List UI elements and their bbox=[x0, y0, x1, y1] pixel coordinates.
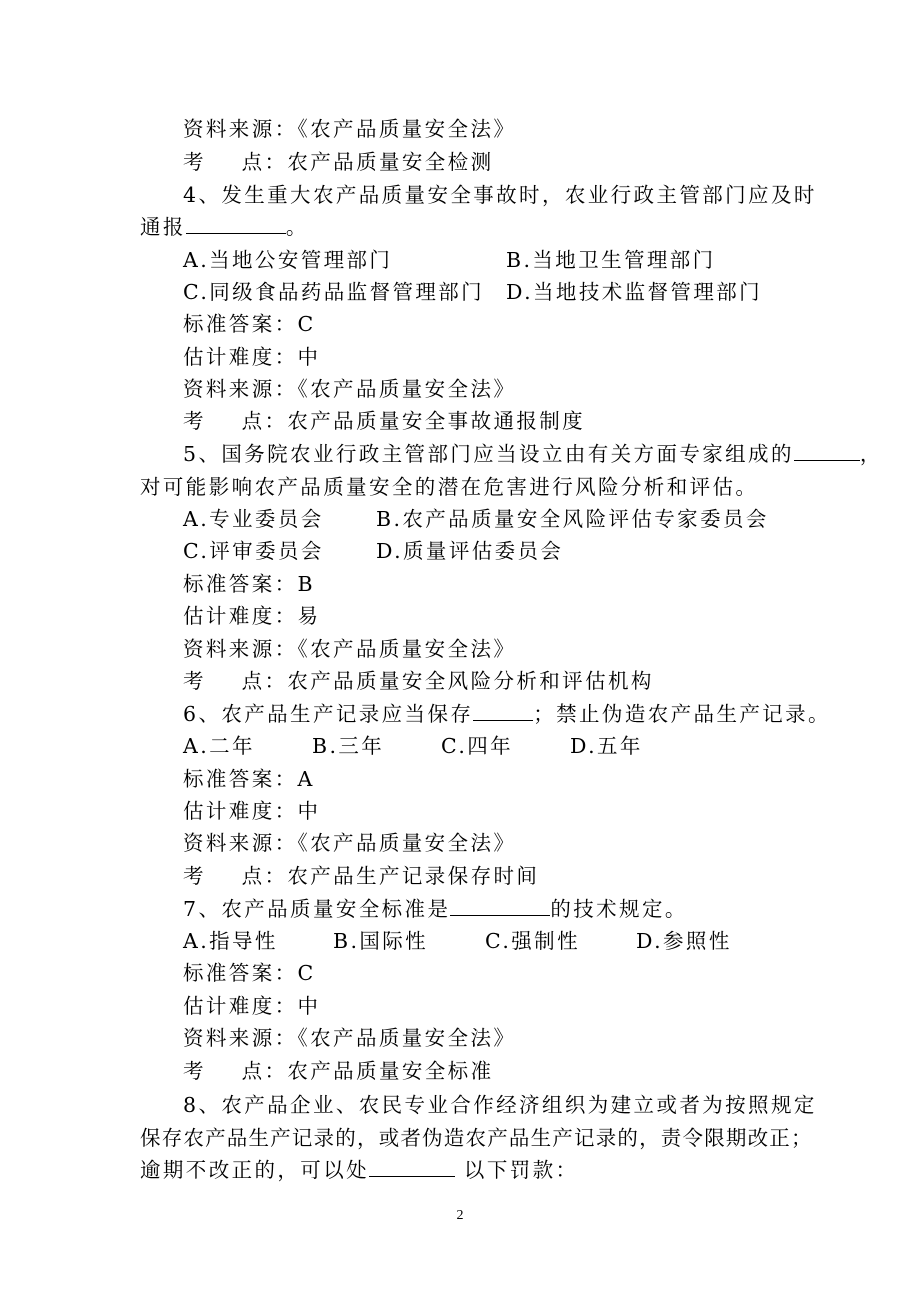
q5-stem-line1 bbox=[183, 441, 883, 467]
q4-answer: 标准答案：C bbox=[183, 312, 316, 336]
q5-option-b: B.农产品质量安全风险评估专家委员会 bbox=[376, 507, 769, 531]
q4-option-b: B.当地卫生管理部门 bbox=[506, 248, 716, 272]
q5-source: 资料来源：《农产品质量安全法》 bbox=[183, 637, 517, 661]
q4-option-a: A.当地公安管理部门 bbox=[183, 248, 393, 272]
q7-difficulty: 估计难度：中 bbox=[183, 994, 321, 1018]
q4-stem-line2 bbox=[140, 214, 309, 240]
q4-difficulty: 估计难度：中 bbox=[183, 345, 321, 369]
q4-option-c: C.同级食品药品监督管理部门 bbox=[183, 280, 485, 304]
q7-stem-post: 的技术规定。 bbox=[550, 897, 688, 921]
q8-stem-post: 以下罚款： bbox=[455, 1158, 579, 1182]
q6-option-d: D.五年 bbox=[570, 734, 643, 758]
q4-stem-pre: 通报 bbox=[140, 215, 186, 239]
q7-option-b: B.国际性 bbox=[333, 929, 429, 953]
q5-stem-line2: 对可能影响农产品质量安全的潜在危害进行风险分析和评估。 bbox=[140, 475, 759, 499]
q7-source: 资料来源：《农产品质量安全法》 bbox=[183, 1026, 517, 1050]
q4-answer-blank bbox=[186, 215, 286, 234]
q5-option-c: C.评审委员会 bbox=[183, 539, 324, 563]
q4-stem-line1: 4、发生重大农产品质量安全事故时，农业行政主管部门应及时 bbox=[183, 183, 817, 207]
q8-stem-pre: 逾期不改正的，可以处 bbox=[140, 1158, 369, 1182]
q5-answer-blank bbox=[794, 442, 860, 461]
q6-source: 资料来源：《农产品质量安全法》 bbox=[183, 831, 517, 855]
q3-point: 考 点：农产品质量安全检测 bbox=[183, 150, 494, 174]
q5-answer: 标准答案：B bbox=[183, 572, 315, 596]
q7-answer-blank bbox=[450, 897, 550, 916]
q6-answer: 标准答案：A bbox=[183, 767, 315, 791]
q5-stem-post: ， bbox=[859, 442, 883, 466]
q6-option-a: A.二年 bbox=[183, 734, 255, 758]
q6-stem-pre: 6、农产品生产记录应当保存 bbox=[183, 702, 474, 726]
q8-stem-line2: 保存农产品生产记录的，或者伪造农产品生产记录的，责令限期改正； bbox=[140, 1126, 813, 1150]
q6-difficulty: 估计难度：中 bbox=[183, 799, 321, 823]
q8-stem-line3 bbox=[140, 1157, 578, 1183]
q5-difficulty: 估计难度：易 bbox=[183, 604, 321, 628]
q7-option-c: C.强制性 bbox=[485, 929, 580, 953]
q8-stem-line1: 8、农产品企业、农民专业合作经济组织为建立或者为按照规定 bbox=[183, 1093, 817, 1117]
q4-source: 资料来源：《农产品质量安全法》 bbox=[183, 377, 517, 401]
q7-point: 考 点：农产品质量安全标准 bbox=[183, 1059, 494, 1083]
q6-answer-blank bbox=[473, 702, 533, 721]
q3-source: 资料来源：《农产品质量安全法》 bbox=[183, 117, 517, 141]
q7-option-a: A.指导性 bbox=[183, 929, 278, 953]
page-number: 2 bbox=[456, 1208, 464, 1223]
q5-option-a: A.专业委员会 bbox=[183, 507, 324, 531]
q5-point: 考 点：农产品质量安全风险分析和评估机构 bbox=[183, 669, 654, 693]
q4-option-d: D.当地技术监督管理部门 bbox=[506, 280, 763, 304]
q6-point: 考 点：农产品生产记录保存时间 bbox=[183, 864, 540, 888]
q4-point: 考 点：农产品质量安全事故通报制度 bbox=[183, 409, 586, 433]
q6-stem-post: ；禁止伪造农产品生产记录。 bbox=[533, 702, 831, 726]
q6-option-b: B.三年 bbox=[312, 734, 385, 758]
q4-stem-post: 。 bbox=[285, 215, 309, 239]
q8-answer-blank bbox=[369, 1158, 455, 1177]
q7-stem bbox=[183, 896, 688, 922]
q5-option-d: D.质量评估委员会 bbox=[376, 539, 564, 563]
q7-answer: 标准答案：C bbox=[183, 961, 316, 985]
q7-stem-pre: 7、农产品质量安全标准是 bbox=[183, 897, 451, 921]
q7-option-d: D.参照性 bbox=[636, 929, 732, 953]
q5-stem-pre: 5、国务院农业行政主管部门应当设立由有关方面专家组成的 bbox=[183, 442, 794, 466]
q6-stem bbox=[183, 701, 831, 727]
q6-option-c: C.四年 bbox=[441, 734, 514, 758]
